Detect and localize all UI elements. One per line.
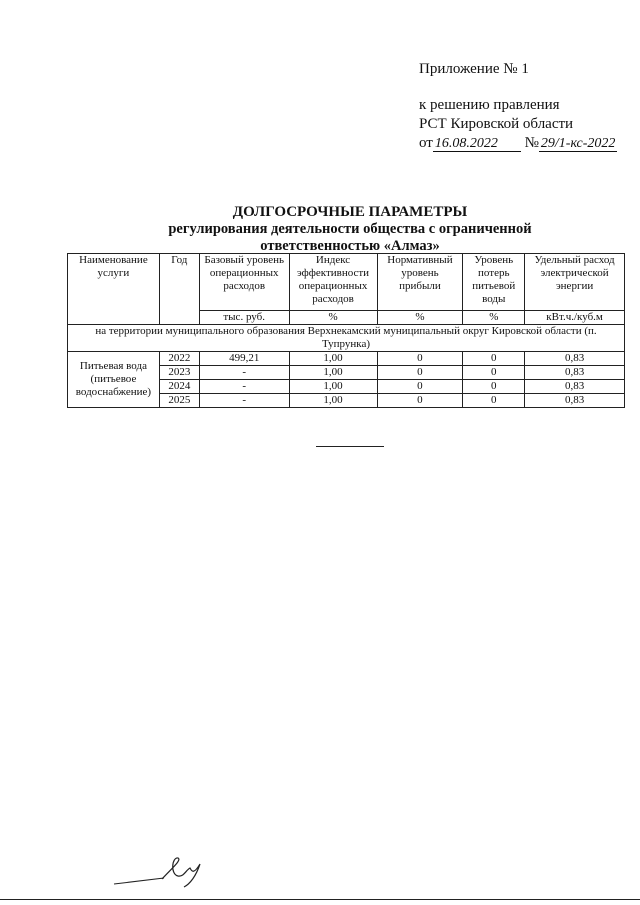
territory-row (68, 325, 625, 352)
unit-water-losses: % (463, 311, 525, 325)
signature-icon (112, 854, 212, 888)
cell-energy-use: 0,83 (525, 366, 625, 380)
territory-text: на территории муниципального образования Верхнекамский муниципальный округ Кировской области (п. Тупрунка) (68, 325, 625, 352)
cell-profit-level: 0 (377, 380, 463, 394)
header-service: Наименование услуги (68, 254, 160, 325)
header-energy-use: Удельный расход электрической энергии (525, 254, 625, 311)
table-header-row (68, 254, 625, 311)
cell-base-opex: 499,21 (199, 352, 289, 366)
unit-energy-use: кВт.ч./куб.м (525, 311, 625, 325)
cell-water-losses: 0 (463, 394, 525, 408)
cell-energy-use: 0,83 (525, 394, 625, 408)
cell-profit-level: 0 (377, 394, 463, 408)
appendix-title: Приложение № 1 (419, 61, 529, 77)
decision-number: 29/1-кс-2022 (540, 136, 616, 151)
heading-line-3: ответственностью «Алмаз» (260, 238, 440, 254)
cell-efficiency-index: 1,00 (289, 352, 377, 366)
cell-water-losses: 0 (463, 366, 525, 380)
unit-base-opex: тыс. руб. (199, 311, 289, 325)
heading-line-2: регулирования деятельности общества с ограниченной (168, 221, 532, 237)
header-efficiency-index: Индекс эффективности операционных расходов (289, 254, 377, 311)
appendix-line-2: РСТ Кировской области (419, 116, 574, 132)
cell-profit-level: 0 (377, 366, 463, 380)
cell-energy-use: 0,83 (525, 380, 625, 394)
service-name: Питьевая вода (питьевое водоснабжение) (68, 352, 160, 408)
cell-base-opex: - (199, 394, 289, 408)
cell-year: 2023 (159, 366, 199, 380)
end-divider (316, 446, 384, 447)
unit-efficiency-index: % (289, 311, 377, 325)
header-year: Год (159, 254, 199, 325)
bottom-rule (0, 899, 640, 900)
unit-profit-level: % (377, 311, 463, 325)
cell-year: 2024 (159, 380, 199, 394)
table-row (68, 352, 625, 366)
header-profit-level: Нормативный уровень прибыли (377, 254, 463, 311)
cell-profit-level: 0 (377, 352, 463, 366)
number-prefix: № (524, 135, 539, 151)
cell-efficiency-index: 1,00 (289, 394, 377, 408)
cell-base-opex: - (199, 366, 289, 380)
cell-base-opex: - (199, 380, 289, 394)
appendix-line-1: к решению правления (419, 97, 560, 113)
appendix-date-line (419, 134, 617, 153)
appendix-block (419, 60, 617, 153)
cell-efficiency-index: 1,00 (289, 366, 377, 380)
header-base-opex: Базовый уровень операционных расходов (199, 254, 289, 311)
heading-line-1: ДОЛГОСРОЧНЫЕ ПАРАМЕТРЫ (232, 204, 468, 220)
cell-year: 2025 (159, 394, 199, 408)
cell-water-losses: 0 (463, 380, 525, 394)
header-water-losses: Уровень потерь питьевой воды (463, 254, 525, 311)
cell-year: 2022 (159, 352, 199, 366)
cell-water-losses: 0 (463, 352, 525, 366)
decision-date: 16.08.2022 (433, 136, 521, 152)
from-prefix: от (419, 135, 433, 151)
parameters-table (67, 253, 625, 408)
cell-energy-use: 0,83 (525, 352, 625, 366)
cell-efficiency-index: 1,00 (289, 380, 377, 394)
